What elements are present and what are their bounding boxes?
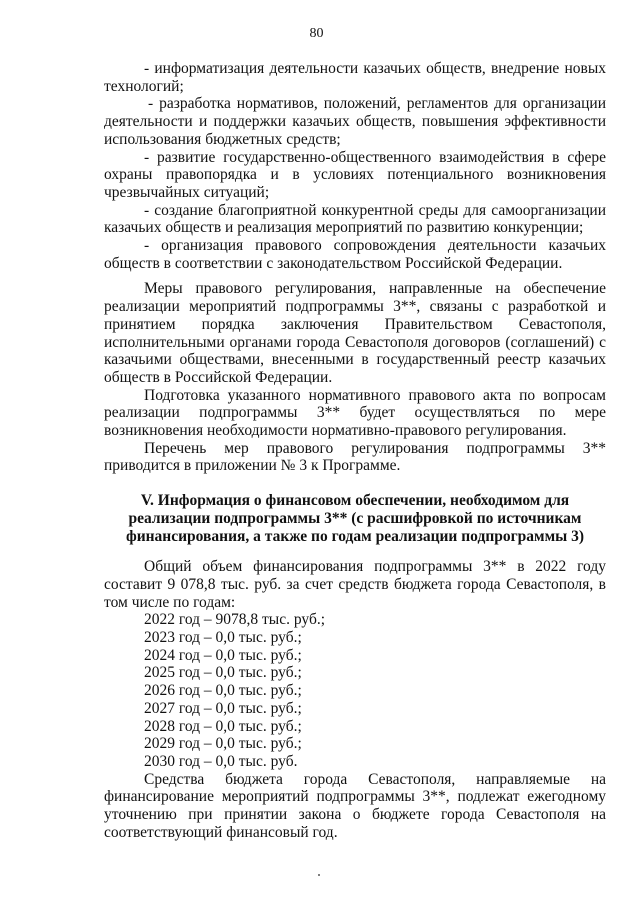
funding-year-item: 2025 год – 0,0 тыс. руб.;	[144, 664, 302, 682]
funding-year-item: 2026 год – 0,0 тыс. руб.;	[144, 682, 302, 700]
bullet-item: - создание благоприятной конкурентной среды для самоорганизации казачьих обществ и реализация мероприятий по развитию конкуренции;	[104, 201, 606, 237]
funding-year-item: 2030 год – 0,0 тыс. руб.	[144, 752, 298, 770]
funding-years-list	[104, 611, 606, 770]
bullet-item	[104, 95, 606, 148]
funding-year-item: 2028 год – 0,0 тыс. руб.;	[144, 717, 302, 735]
page-number: 80	[309, 26, 324, 41]
bullet-item: - развитие государственно-общественного взаимодействия в сфере охраны правопорядка и в условиях потенциального возникновения чрезвычайных ситуаций;	[104, 148, 606, 201]
closing-paragraph: Средства бюджета города Севастополя, направляемые на финансирование мероприятий подпрограммы 3**, подлежат ежегодному уточнению при принятии закона о бюджете города Севастополя на соответствующий финансовый год.	[104, 770, 606, 841]
funding-year-item: 2022 год – 9078,8 тыс. руб.;	[144, 611, 326, 629]
funding-year-item: 2027 год – 0,0 тыс. руб.;	[144, 699, 302, 717]
section-heading: V. Информация о финансовом обеспечении, необходимом для реализации подпрограммы 3** (с расшифровкой по источникам финансирования, а также по годам реализации подпрограммы 3)	[125, 492, 585, 546]
bullet-item: - информатизация деятельности казачьих обществ, внедрение новых технологий;	[104, 60, 606, 95]
body-paragraph: Перечень мер правового регулирования подпрограммы 3** приводится в приложении № 3 к Программе.	[104, 439, 606, 475]
body-paragraph: Подготовка указанного нормативного правового акта по вопросам реализации подпрограммы 3** будет осуществляться по мере возникновения необходимости нормативно-правового регулирования.	[104, 386, 606, 440]
scan-speck	[318, 874, 320, 876]
funding-intro: Общий объем финансирования подпрограммы 3** в 2022 году составит 9 078,8 тыс. руб. за счет средств бюджета города Севастополя, в том числе по годам:	[104, 558, 606, 611]
bullet-item-text: - разработка нормативов, положений, регламентов для организации деятельности и поддержки казачьих обществ, повышения эффективности использования бюджетных средств;	[104, 95, 606, 148]
bullet-item: - организация правового сопровождения деятельности казачьих обществ в соответствии с законодательством Российской Федерации.	[104, 237, 606, 272]
body-paragraph: Меры правового регулирования, направленные на обеспечение реализации мероприятий подпрограммы 3**, связаны с разработкой и принятием порядка заключения Правительством Севастополя, исполнительными органами города Севастополя договоров (соглашений) с казачьими обществами, внесенными в государственный реестр казачьих обществ в Российской Федерации.	[104, 280, 606, 386]
funding-year-item: 2024 год – 0,0 тыс. руб.;	[144, 646, 302, 664]
funding-year-item: 2023 год – 0,0 тыс. руб.;	[144, 628, 302, 646]
document-body	[104, 60, 606, 841]
funding-year-item: 2029 год – 0,0 тыс. руб.;	[144, 735, 302, 753]
